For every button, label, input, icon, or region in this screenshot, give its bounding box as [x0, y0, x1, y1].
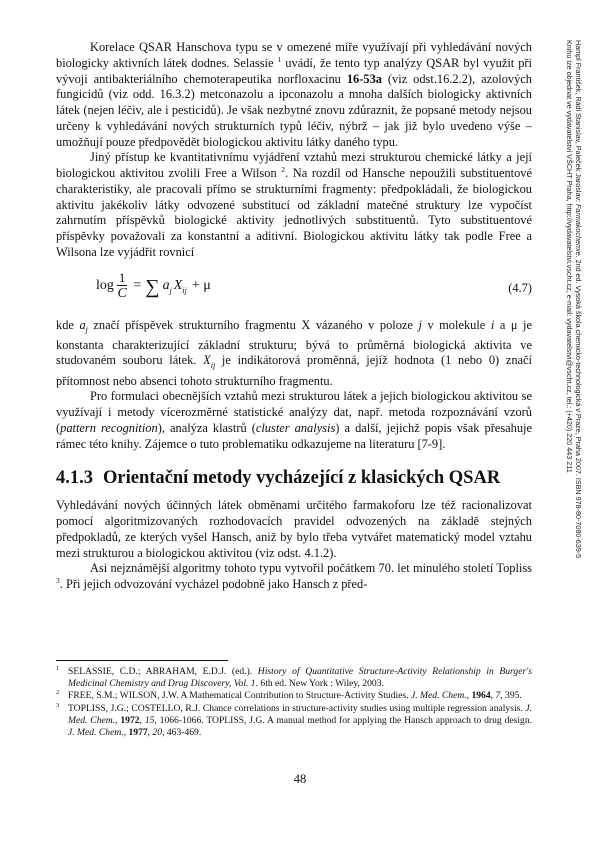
paragraph-multivariate: Pro formulaci obecnějších vztahů mezi strukturou látek a jejich biologickou aktivitou se využívají i metody vícerozměrné statistické analýzy dat, např. metoda rozpoznávání vzorů (pattern recognition), analýza klastrů (cluster analysis) a další, jejichž popis však přesahuje rámec této knihy. Zájemce o tuto problematiku odkazujeme na literaturu [7-9]. [56, 389, 532, 451]
paragraph-topliss: Asi nejznámější algoritmy tohoto typu vytvořil počátkem 70. let minulého století Topliss $^3$. Při jejich odvozování vycházel podobně jako Hansch z před- [56, 561, 532, 592]
footnote-separator [56, 660, 228, 661]
paragraph-equation-explanation: kde $a_j$ značí příspěvek strukturního fragmentu X vázaného v poloze j v molekule i a μ je konstanta charakterizující základní strukturu; bývá to průměrná biologická aktivita ve studovaném souboru látek. $X_{ij}$ je indikátorová proměnná, jejíž hodnota (1 nebo 0) značí přítomnost nebo absenci tohoto strukturního fragmentu. [56, 317, 532, 388]
footnote-ref-3[interactable]: 3 [56, 576, 60, 586]
footnote-1: 1 SELASSIE, C.D.; ABRAHAM, E.D.J. (ed.). History of Quantitative Structure-Activity Relationship in Burger's Medicinal Chemistry and Drug Discovery, Vol. 1. 6th ed. New York : Wiley, 2003. [56, 665, 532, 690]
sidebar-citation-line: Hampl František, Rádl Stanislav, Paleček Jaroslav: Farmakochemie. 2nd ed. Vysoká škola chemicko-technologická v Praze, Praha 2007. ISBN 978-80-7080-639-5 [574, 40, 583, 559]
footnote-ref-2[interactable]: 2 [281, 165, 286, 174]
sum-symbol: ∑ [145, 275, 160, 298]
sidebar-order-line: Knihu lze objednat ve vydavatelství VŠCHT Praha, http://vydavatelstvi.vscht.cz, e-mail: vydavatelstvi@vscht.cz, tel.: (+420) 220 443 211 [565, 40, 574, 473]
equation-4-7 [56, 267, 532, 313]
paragraph-hansch: Korelace QSAR Hanschova typu se v omezené míře využívají při vyhledávání nových biologicky aktivních látek dodnes. Selassie $^1$ uvádí, že tento typ analýzy QSAR byl využit při vývoji antibakteriálního chemoterapeutika norfloxacinu 16-53a (viz odst.16.2.2), azolových fungicidů (viz odd. 16.3.2) metconazolu a ipconazolu a mnoha dalších biologicky aktivních látek (nejen léčiv, ale i pesticidů). Je však nezbytné znovu zdůraznit, že popsané metody nejsou určeny k vyhledávání nových strukturních typů léčiv, nýbrž – jak již bylo uvedeno výše – umožňují pouze předpovědět biologickou aktivitu látky daného typu. [56, 40, 533, 149]
publisher-sidebar [565, 40, 583, 640]
fraction: $\frac{1}{C}$ [117, 269, 127, 301]
footnote-ref-1[interactable]: 1 [277, 54, 282, 64]
main-text [56, 40, 532, 593]
section-heading [56, 467, 532, 489]
footnote-2: 2 FREE, S.M.; WILSON, J.W. A Mathematical Contribution to Structure-Activity Studies. J. Med. Chem., 1964, 7, 395. [56, 689, 522, 702]
footnote-3: 3 TOPLISS, J.G.; COSTELLO, R.J. Chance correlations in structure-activity studies using multiple regression analysis. J. Med. Chem., 1972, 15, 1066-1066. TOPLISS, J.G. A manual method for applying the Hansch approach to drug design. J. Med. Chem., 1977, 20, 463-469. [56, 701, 533, 739]
section-title: Orientační metody vycházející z klasických QSAR [103, 468, 501, 489]
equation-body: log $\frac{1}{C}$ = ∑ a j X ij + μ [96, 269, 211, 301]
section-number: 4.1.3 [56, 468, 93, 489]
paragraph-free-wilson: Jiný přístup ke kvantitativnímu vyjádření vztahů mezi strukturou chemické látky a její biologickou aktivitou zvolili Free a Wilson $^2$. Na rozdíl od Hansche nepoužili substituentové charakteristiky, ale pracovali přímo se strukturními fragmenty: předpokládali, že biologickou aktivitu jakékoliv látky odvozené substitucí od základní matečné struktury lze vypočíst zahrnutím příspěvků biologické aktivity jednotlivých substituentů. Tyto substituentové příspěvky považovali za konstantní a aditivní. Biologickou aktivitu látky tak podle Free a Wilsona lze vyjádřit rovnicí [56, 150, 532, 259]
footnotes [56, 666, 532, 739]
paragraph-algorithmic-rules: Vyhledávání nových účinných látek obměnami určitého farmakoforu lze též racionalizovat pomocí algoritmizovaných rozhodovacích pravidel odvozených na základě stejných předpokladů, ze kterých vyšel Hansch, aniž by bylo třeba vytvářet matematický model vztahu mezi strukturou a biologickou aktivitou (viz odst. 4.1.2). [56, 498, 532, 560]
equation-number: (4.7) [508, 280, 532, 295]
page-number: 48 [293, 772, 307, 786]
